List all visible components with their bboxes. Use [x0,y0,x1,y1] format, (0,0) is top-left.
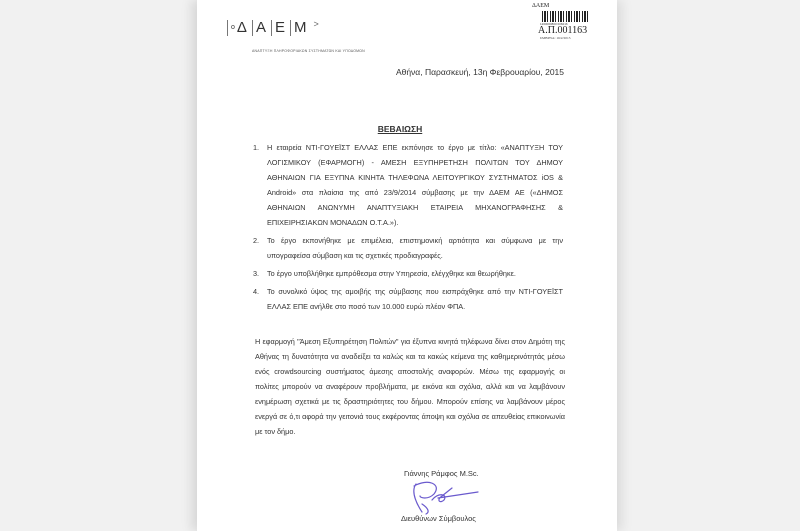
barcode-icon [542,11,588,22]
item-number: 1. [253,143,260,152]
signature-stroke [414,482,478,514]
logo-letter: Ε [271,20,290,36]
letterhead-subtitle: ΑΝΑΠΤΥΞΗ ΠΛΗΡΟΦΟΡΙΑΚΩΝ ΣΥΣΤΗΜΑΤΩΝ ΚΑΙ ΥΠΟΔΟΜΩΝ [252,49,365,53]
signer-role: Διευθύνων Σύμβουλος [401,514,476,523]
certificate-items [253,140,563,317]
daem-logo [227,20,320,36]
list-item [253,284,563,314]
handwritten-signature [408,478,488,516]
logo-arrow-icon: > [313,19,320,29]
signer-name: Γιάννης Ράμφος M.Sc. [404,469,479,478]
stamp-organization: ΔΑΕΜ [532,3,550,9]
logo-letter: Α [252,20,271,36]
date-line: Αθήνα, Παρασκευή, 13η Φεβρουαρίου, 2015 [395,67,564,77]
list-item [253,140,563,230]
barcode-number: 1200000800 008416 [540,22,568,26]
logo-letter: Μ [290,20,312,36]
item-text: Το συνολικό ύψος της αμοιβής της σύμβασης που εισπράχθηκε από την ΝΤΙ-ΓΟΥΕΪΣΤ ΕΛΛΑΣ ΕΠΕ ανήλθε στο ποσό των 10.000 ευρώ πλέον ΦΠΑ. [267,287,563,311]
item-text: Το έργο υποβλήθηκε εμπρόθεσμα στην Υπηρεσία, ελέγχθηκε και θεωρήθηκε. [267,269,516,278]
description-paragraph: Η εφαρμογή "Άμεση Εξυπηρέτηση Πολιτών" για έξυπνα κινητά τηλέφωνα δίνει στον Δημότη της Αθήνας τη δυνατότητα να αναδείξει τα καλώς και τα κακώς κείμενα της καθημερινότητάς μέσω ενός crowdsourcing συστήματος άμεσης αποστολής αναφορών. Μέσω της εφαρμογής οι πολίτες μπορούν να αναφέρουν προβλήματα, με εικόνα και σχόλια, αλλά και να λαμβάνουν ενημέρωση σχετικά με τις δραστηριότητες του δήμου. Μπορούν επίσης να λαμβάνουν μέρος ενεργά σε ό,τι αφορά την γειτονιά τους εκφέροντας άποψη και σχόλια σε απευθείας επικοινωνία με τον δήμο. [255,337,565,436]
stamp-reference: ΣΜΒΡΝΑ: 16/2/2015 [540,36,571,40]
item-number: 4. [253,287,260,296]
item-number: 2. [253,236,260,245]
item-text: Η εταιρεία ΝΤΙ-ΓΟΥΕΪΣΤ ΕΛΛΑΣ ΕΠΕ εκπόνησε το έργο με τίτλο: «ΑΝΑΠΤΥΞΗ ΤΟΥ ΛΟΓΙΣΜΙΚΟΥ (ΕΦΑΡΜΟΓΗ) - ΑΜΕΣΗ ΕΞΥΠΗΡΕΤΗΣΗ ΠΟΛΙΤΩΝ ΤΟΥ ΔΗΜΟΥ ΑΘΗΝΑΙΩΝ ΓΙΑ ΕΞΥΠΝΑ ΚΙΝΗΤΑ ΤΗΛΕΦΩΝΑ ΛΕΙΤΟΥΡΓΙΚΟΥ ΣΥΣΤΗΜΑΤΟΣ iOS & Android» στα πλαίσια της από 23/9/2014 σύμβασης με την ΔΑΕΜ ΑΕ («ΔΗΜΟΣ ΑΘΗΝΑΙΩΝ ΑΝΩΝΥΜΗ ΑΝΑΠΤΥΞΙΑΚΗ ΕΤΑΙΡΕΙΑ ΜΗΧΑΝΟΓΡΑΦΗΣΗΣ & ΕΠΙΧΕΙΡΗΣΙΑΚΩΝ ΜΟΝΑΔΩΝ Ο.Τ.Α.»). [267,143,563,227]
logo-letter: $^o$Δ [227,20,252,36]
item-number: 3. [253,269,260,278]
document-title: ΒΕΒΑΙΩΣΗ [377,124,423,134]
protocol-stamp [528,3,598,40]
protocol-number: Α.Π.001163 [538,25,588,36]
list-item [253,266,563,281]
item-text: Το έργο εκπονήθηκε με επιμέλεια, επιστημονική αρτιότητα και σύμφωνα με την υπογραφείσα σύμβαση και τις σχετικές προδιαγραφές. [267,236,563,260]
list-item [253,233,563,263]
